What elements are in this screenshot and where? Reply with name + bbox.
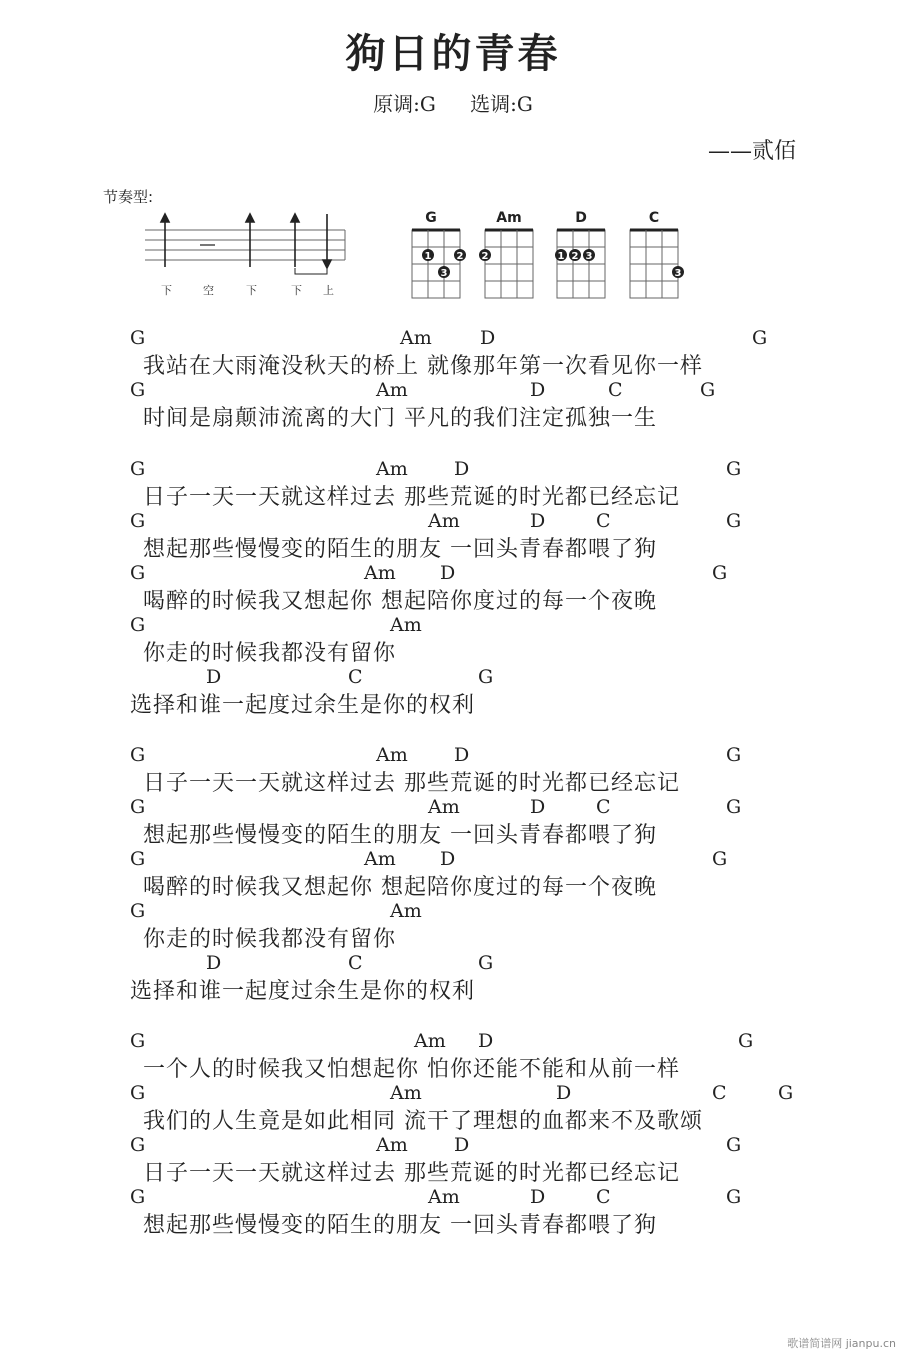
rhythm-stroke-label: 下 xyxy=(291,284,302,297)
rhythm-stroke-label: 空 xyxy=(203,284,214,297)
chord-label: D xyxy=(440,562,456,584)
chord-label: G xyxy=(130,379,146,401)
lyric-line: 日子一天一天就这样过去 那些荒诞的时光都已经忘记 xyxy=(143,771,680,796)
chord-label: Am xyxy=(364,562,396,584)
chord-label: G xyxy=(726,458,742,480)
rhythm-label: 节奏型: xyxy=(103,188,154,206)
chord-label: Am xyxy=(400,327,432,349)
watermark: 歌谱简谱网 jianpu.cn xyxy=(787,1337,896,1350)
svg-text:1: 1 xyxy=(557,251,565,262)
lyric-line: 想起那些慢慢变的陌生的朋友 一回头青春都喂了狗 xyxy=(143,823,657,848)
chord-label: G xyxy=(130,510,146,532)
chord-label: Am xyxy=(428,510,460,532)
chord-label: G xyxy=(712,562,728,584)
svg-text:D: D xyxy=(575,210,587,226)
chord-label: G xyxy=(726,744,742,766)
svg-text:3: 3 xyxy=(585,251,593,262)
lyric-line: 你走的时候我都没有留你 xyxy=(143,641,397,666)
chord-label: G xyxy=(712,848,728,870)
chord-label: G xyxy=(738,1030,754,1052)
svg-text:2: 2 xyxy=(456,251,464,262)
chord-label: G xyxy=(130,848,146,870)
chord-label: C xyxy=(712,1082,727,1104)
chord-label: G xyxy=(130,562,146,584)
chord-label: G xyxy=(130,900,146,922)
chord-label: C xyxy=(348,666,363,688)
chord-label: D xyxy=(478,1030,494,1052)
chord-label: D xyxy=(530,1186,546,1208)
chord-label: Am xyxy=(390,1082,422,1104)
chord-label: G xyxy=(726,510,742,532)
chord-label: G xyxy=(130,1186,146,1208)
svg-text:2: 2 xyxy=(481,251,489,262)
chord-label: Am xyxy=(390,900,422,922)
chord-label: Am xyxy=(376,458,408,480)
svg-text:C: C xyxy=(648,210,660,226)
svg-text:1: 1 xyxy=(424,251,432,262)
chord-label: D xyxy=(206,666,222,688)
chord-label: G xyxy=(726,796,742,818)
chord-label: D xyxy=(206,952,222,974)
svg-text:G: G xyxy=(425,210,437,226)
artist: ——贰佰 xyxy=(708,139,797,164)
rhythm-stroke-label: 下 xyxy=(161,284,172,297)
lyric-line: 我们的人生竟是如此相同 流干了理想的血都来不及歌颂 xyxy=(143,1109,703,1134)
chord-label: Am xyxy=(376,1134,408,1156)
chord-label: G xyxy=(130,1134,146,1156)
chord-label: D xyxy=(556,1082,572,1104)
chord-label: G xyxy=(130,327,146,349)
chord-label: G xyxy=(130,1082,146,1104)
chord-label: D xyxy=(454,744,470,766)
lyric-line: 选择和谁一起度过余生是你的权利 xyxy=(130,693,476,718)
chord-label: G xyxy=(778,1082,794,1104)
chord-label: Am xyxy=(390,614,422,636)
chord-label: C xyxy=(348,952,363,974)
chord-label: G xyxy=(130,796,146,818)
chord-label: D xyxy=(530,796,546,818)
chord-label: D xyxy=(480,327,496,349)
chord-label: D xyxy=(440,848,456,870)
chord-label: G xyxy=(130,1030,146,1052)
lyric-line: 选择和谁一起度过余生是你的权利 xyxy=(130,979,476,1004)
lyric-line: 想起那些慢慢变的陌生的朋友 一回头青春都喂了狗 xyxy=(143,537,657,562)
chord-label: G xyxy=(700,379,716,401)
chord-label: G xyxy=(478,952,494,974)
chord-label: G xyxy=(752,327,768,349)
svg-text:3: 3 xyxy=(440,268,448,279)
chord-label: C xyxy=(608,379,623,401)
chord-label: Am xyxy=(376,379,408,401)
rhythm-stroke-label: 下 xyxy=(246,284,257,297)
chord-label: G xyxy=(726,1134,742,1156)
chord-label: D xyxy=(454,458,470,480)
chord-label: G xyxy=(726,1186,742,1208)
lyric-line: 你走的时候我都没有留你 xyxy=(143,927,397,952)
chord-label: G xyxy=(130,614,146,636)
chord-label: C xyxy=(596,796,611,818)
chord-label: G xyxy=(130,744,146,766)
lyric-line: 时间是扇颠沛流离的大门 平凡的我们注定孤独一生 xyxy=(143,406,657,431)
chord-label: Am xyxy=(428,1186,460,1208)
lyric-line: 喝醉的时候我又想起你 想起陪你度过的每一个夜晚 xyxy=(143,875,657,900)
lyric-line: 日子一天一天就这样过去 那些荒诞的时光都已经忘记 xyxy=(143,485,680,510)
svg-text:2: 2 xyxy=(571,251,579,262)
chord-label: C xyxy=(596,1186,611,1208)
chord-label: Am xyxy=(414,1030,446,1052)
selected-key: 选调:G xyxy=(470,92,533,116)
chord-label: D xyxy=(530,510,546,532)
lyric-line: 喝醉的时候我又想起你 想起陪你度过的每一个夜晚 xyxy=(143,589,657,614)
chord-label: Am xyxy=(364,848,396,870)
lyric-line: 想起那些慢慢变的陌生的朋友 一回头青春都喂了狗 xyxy=(143,1213,657,1238)
chord-label: Am xyxy=(376,744,408,766)
song-title: 狗日的青春 xyxy=(345,30,561,77)
chord-label: D xyxy=(530,379,546,401)
svg-text:Am: Am xyxy=(496,210,522,226)
chord-label: Am xyxy=(428,796,460,818)
chord-label: D xyxy=(454,1134,470,1156)
rhythm-stroke-label: 上 xyxy=(323,284,334,297)
lyric-line: 日子一天一天就这样过去 那些荒诞的时光都已经忘记 xyxy=(143,1161,680,1186)
svg-text:3: 3 xyxy=(674,268,682,279)
chord-label: G xyxy=(478,666,494,688)
original-key: 原调:G xyxy=(373,92,436,116)
lyric-line: 我站在大雨淹没秋天的桥上 就像那年第一次看见你一样 xyxy=(143,354,703,379)
lyric-line: 一个人的时候我又怕想起你 怕你还能不能和从前一样 xyxy=(143,1057,680,1082)
chord-label: G xyxy=(130,458,146,480)
chord-label: C xyxy=(596,510,611,532)
